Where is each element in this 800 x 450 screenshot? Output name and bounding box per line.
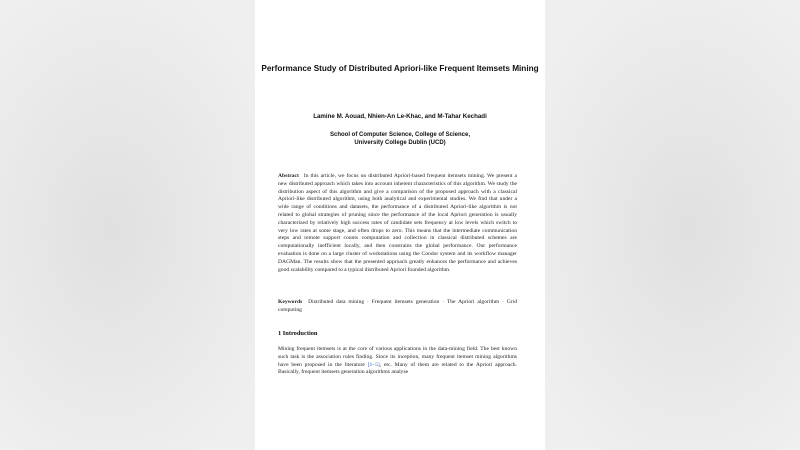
citation-link[interactable]: [1–5]	[367, 361, 380, 368]
keywords	[278, 299, 517, 315]
abstract-label: Abstract	[278, 173, 299, 179]
affiliation-line-1: School of Computer Science, College of Science,	[329, 132, 471, 138]
paper-authors: Lamine M. Aouad, Nhien-An Le-Khac, and M-Tahar Kechadi	[313, 113, 487, 120]
keywords-text: Distributed data mining · Frequent itemsets generation · The Apriori algorithm · Grid computing	[278, 299, 517, 313]
introduction-paragraph	[278, 346, 517, 377]
paper-page	[255, 0, 545, 450]
intro-text-part1: Mining frequent itemsets is at the core of various applications in the data-mining field. The best known such task is the association rules finding. Since its inception, many frequent itemset mining algorithms have been proposed in the literature	[278, 346, 517, 368]
affiliation-line-2: University College Dublin (UCD)	[354, 140, 446, 146]
abstract	[278, 173, 517, 274]
intro-text-part2: , etc. Many of them are related to the Apriori approach. Basically, frequent itemsets generation algorithms analyse	[278, 361, 517, 376]
abstract-text: In this article, we focus on distributed Apriori-based frequent itemsets mining. We present a new distributed approach which takes into account inherent characteristics of this algorithm. We study the distribution aspect of this algorithm and give a comparison of the proposed approach with a classical Apriori-like distributed algorithm, using both analytical and experimental studies. We find that under a wide range of conditions and datasets, the performance of a distributed Apriori-like algorithm is not related to global strategies of pruning since the performance of the local Apriori generation is usually characterized by relatively high success rates of candidate sets frequency at low levels which switch to very low rates at some stage, and often drops to zero. This means that the intermediate communication steps and remote support counts computation and collection in classical distributed schemes are computationally inefficient locally, and then constrains the global performance. Our performance evaluation is done on a large cluster of workstations using the Condor system and its workflow manager DAGMan. The results show that the presented approach greatly enhances the performance and achieves good scalability compared to a typical distributed Apriori founded algorithm.	[278, 173, 517, 273]
paper-affiliation	[255, 131, 545, 147]
keywords-label: Keywords	[278, 299, 303, 305]
paper-title: Performance Study of Distributed Apriori-like Frequent Itemsets Mining	[261, 64, 539, 73]
section-heading-introduction: 1 Introduction	[278, 330, 318, 337]
